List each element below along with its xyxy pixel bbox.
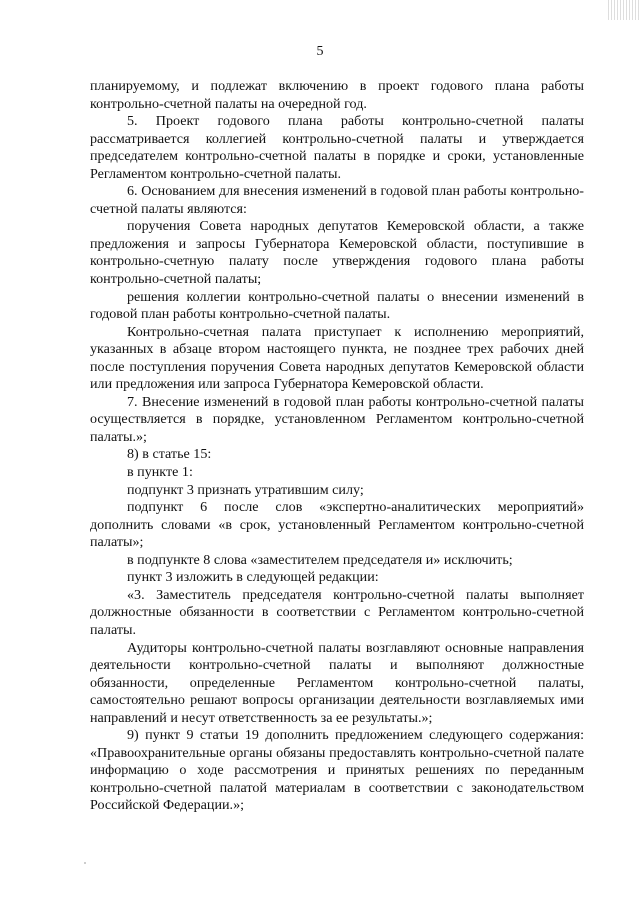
page-number: 5: [316, 44, 324, 59]
paragraph-item-7: 7. Внесение изменений в годовой план работы контрольно-счетной палаты осуществляется в порядке, установленном Регламентом контрольно-счетной палаты.»;: [90, 393, 584, 445]
paragraph-subclause-6: подпункт 6 после слов «экспертно-аналитических мероприятий» дополнить словами «в срок, установленный Регламентом контрольно-счетной палаты»;: [90, 499, 584, 551]
paragraph-item-6: 6. Основанием для внесения изменений в годовой план работы контрольно-счетной палаты являются:: [90, 183, 584, 217]
paragraph-collegium-decisions: решения коллегии контрольно-счетной палаты о внесении изменений в годовой план работы контрольно-счетной палаты.: [90, 288, 584, 323]
paragraph-subclause-8: в подпункте 8 слова «заместителем председателя и» исключить;: [127, 551, 513, 568]
paragraph-clause-1: в пункте 1:: [127, 464, 193, 481]
paragraph-instructions: поручения Совета народных депутатов Кемеровской области, а также предложения и запросы Губернатора Кемеровской области, поступившие в контрольно-счетную палату после утверждения годового плана работы контрольно-счетной палаты;: [90, 218, 584, 288]
paragraph-auditors: Аудиторы контрольно-счетной палаты возглавляют основные направления деятельности контрольно-счетной палаты и выполняют должностные обязанности, определенные Регламентом контрольно-счетной палаты, самостоятельно решают вопросы организации деятельности возглавляемых ими направлений и несут ответственность за ее результаты.»;: [90, 639, 584, 726]
paragraph-clause-3: пункт 3 изложить в следующей редакции:: [127, 569, 379, 586]
paragraph-continuation: планируемому, и подлежат включению в проект годового плана работы контрольно-счетной палаты на очередной год.: [90, 78, 584, 112]
paragraph-item-8: 8) в статье 15:: [127, 446, 212, 463]
scan-speck: [84, 862, 86, 864]
document-body: [90, 78, 584, 815]
paragraph-item-9: 9) пункт 9 статьи 19 дополнить предложением следующего содержания: «Правоохранительные органы обязаны предоставлять контрольно-счетной палате информацию о ходе рассмотрения и принятых решениях по переданным контрольно-счетной палатой материалам в соответствии с законодательством Российской Федерации.»;: [90, 727, 584, 814]
paragraph-item-5: 5. Проект годового плана работы контрольно-счетной палаты рассматривается коллегией контрольно-счетной палаты и утверждается председателем контрольно-счетной палаты в порядке и сроки, установленные Регламентом контрольно-счетной палаты.: [90, 113, 584, 182]
paragraph-subclause-3: подпункт 3 признать утратившим силу;: [127, 481, 364, 498]
scan-edge-mark: [608, 0, 640, 20]
paragraph-execution-start: Контрольно-счетная палата приступает к исполнению мероприятий, указанных в абзаце втором настоящего пункта, не позднее трех рабочих дней после поступления поручения Совета народных депутатов Кемеровской области или предложения или запроса Губернатора Кемеровской области.: [90, 323, 584, 393]
paragraph-deputy-chair: «3. Заместитель председателя контрольно-счетной палаты выполняет должностные обязанности в соответствии с Регламентом контрольно-счетной палаты.: [90, 586, 584, 638]
